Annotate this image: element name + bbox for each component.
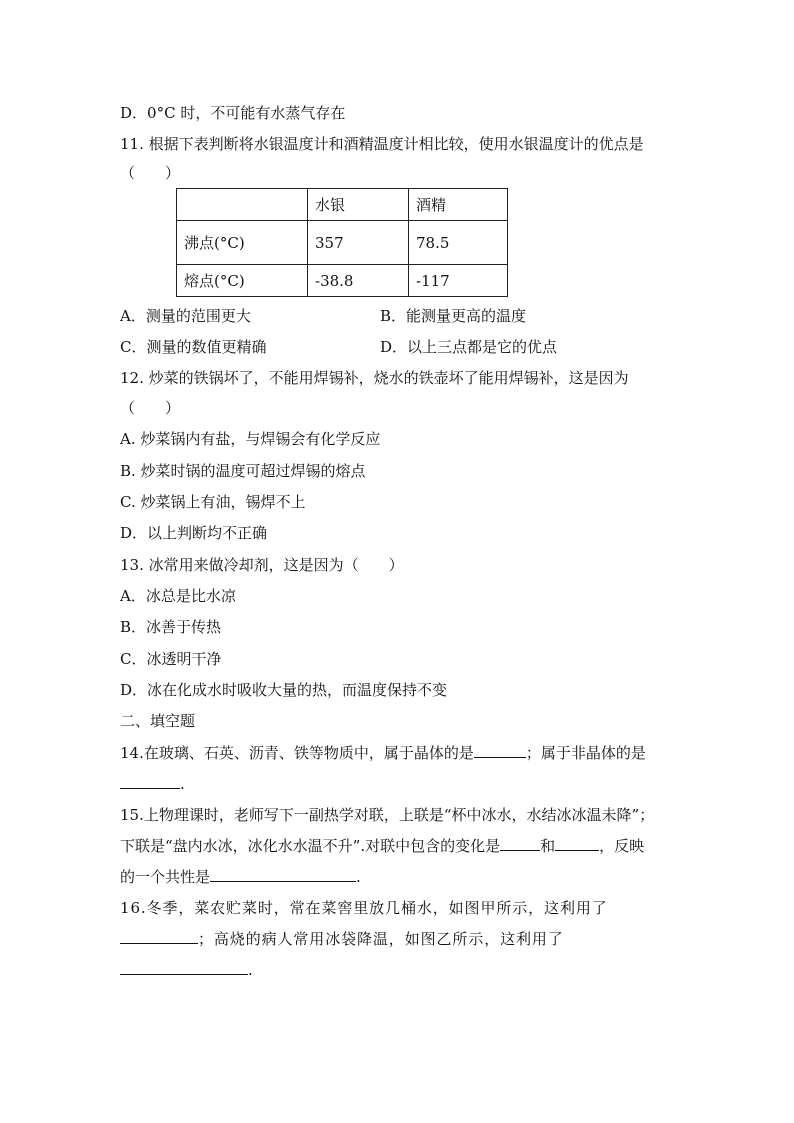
q13-option-d: D．冰在化成水时吸收大量的热，而温度保持不变 (120, 681, 448, 699)
q11-options-ab (120, 306, 527, 326)
q11-stem: 11. 根据下表判断将水银温度计和酒精温度计相比较，使用水银温度计的优点是 (120, 135, 644, 153)
q14-text-part1: 14.在玻璃、石英、沥青、铁等物质中，属于晶体的是 (120, 744, 474, 762)
q14-blank-crystal[interactable] (474, 743, 526, 758)
q15-text-2b: 和 (540, 837, 556, 855)
q16-blank-1[interactable] (120, 929, 198, 944)
q12-stem: 12. 炒菜的铁锅坏了，不能用焊锡补，烧水的铁壶坏了能用焊锡补，这是因为 (120, 369, 629, 387)
q15-text-2c: ，反映 (599, 837, 645, 855)
q14-text-part2: ；属于非晶体的是 (525, 744, 646, 762)
q14-line2 (120, 774, 185, 794)
table-header-row (177, 189, 508, 221)
q11-option-b: B．能测量更高的温度 (380, 307, 527, 325)
q15-line2 (120, 836, 644, 856)
q15-blank-change1[interactable] (500, 836, 540, 851)
q14-blank-noncrystal[interactable] (120, 774, 180, 789)
table-cell: -117 (409, 265, 508, 297)
q11-paren: （ ） (120, 164, 181, 182)
q11-option-c: C．测量的数值更精确 (120, 338, 267, 356)
q12-option-c: C. 炒菜锅上有油，锡焊不上 (120, 493, 306, 511)
section-title: 二、填空题 (120, 712, 196, 730)
q16-line3 (120, 960, 253, 980)
q15-line3 (120, 867, 361, 887)
q15-text-3: 的一个共性是 (120, 868, 211, 886)
table-cell: -38.8 (308, 265, 409, 297)
q14-end: . (180, 775, 185, 793)
q13-option-b: B．冰善于传热 (120, 618, 222, 636)
table-row (177, 221, 508, 265)
q11-option-a: A．测量的范围更大 (120, 307, 251, 325)
q11-option-d: D．以上三点都是它的优点 (380, 338, 558, 356)
q10-option-d: D．0°C 时，不可能有水蒸气存在 (120, 104, 346, 122)
q15-blank-change2[interactable] (555, 836, 599, 851)
table-row (177, 265, 508, 297)
table-cell: 78.5 (409, 221, 508, 265)
q11-table (176, 188, 508, 297)
q12-option-d: D．以上判断均不正确 (120, 524, 268, 542)
table-cell: 357 (308, 221, 409, 265)
table-header-mercury: 水银 (308, 189, 409, 221)
q16-line1: 16.冬季，菜农贮菜时，常在菜窖里放几桶水，如图甲所示，这利用了 (120, 899, 608, 917)
q16-blank-2[interactable] (120, 960, 248, 975)
q12-paren: （ ） (120, 399, 181, 417)
q14-line1 (120, 743, 646, 763)
q15-line1: 15.上物理课时，老师写下一副热学对联，上联是“杯中冰水，水结冰冰温未降”； (120, 806, 655, 824)
q13-option-a: A．冰总是比水凉 (120, 587, 236, 605)
row-label-melting: 熔点(°C) (177, 265, 308, 297)
q13-stem: 13. 冰常用来做冷却剂，这是因为（ ） (120, 556, 404, 574)
q15-blank-common[interactable] (210, 867, 356, 882)
q16-text-2: ；高烧的病人常用冰袋降温，如图乙所示，这利用了 (198, 930, 564, 948)
q15-end: . (356, 868, 361, 886)
q16-end: . (248, 961, 253, 979)
table-cell (177, 189, 308, 221)
q16-line2 (120, 929, 564, 949)
q15-text-2a: 下联是“盘内水冰，冰化水水温不升”.对联中包含的变化是 (120, 837, 501, 855)
q12-option-b: B. 炒菜时锅的温度可超过焊锡的熔点 (120, 462, 366, 480)
table-header-alcohol: 酒精 (409, 189, 508, 221)
q12-option-a: A. 炒菜锅内有盐，与焊锡会有化学反应 (120, 430, 381, 448)
q13-option-c: C．冰透明干净 (120, 650, 222, 668)
q11-options-cd (120, 337, 558, 357)
row-label-boiling: 沸点(°C) (177, 221, 308, 265)
